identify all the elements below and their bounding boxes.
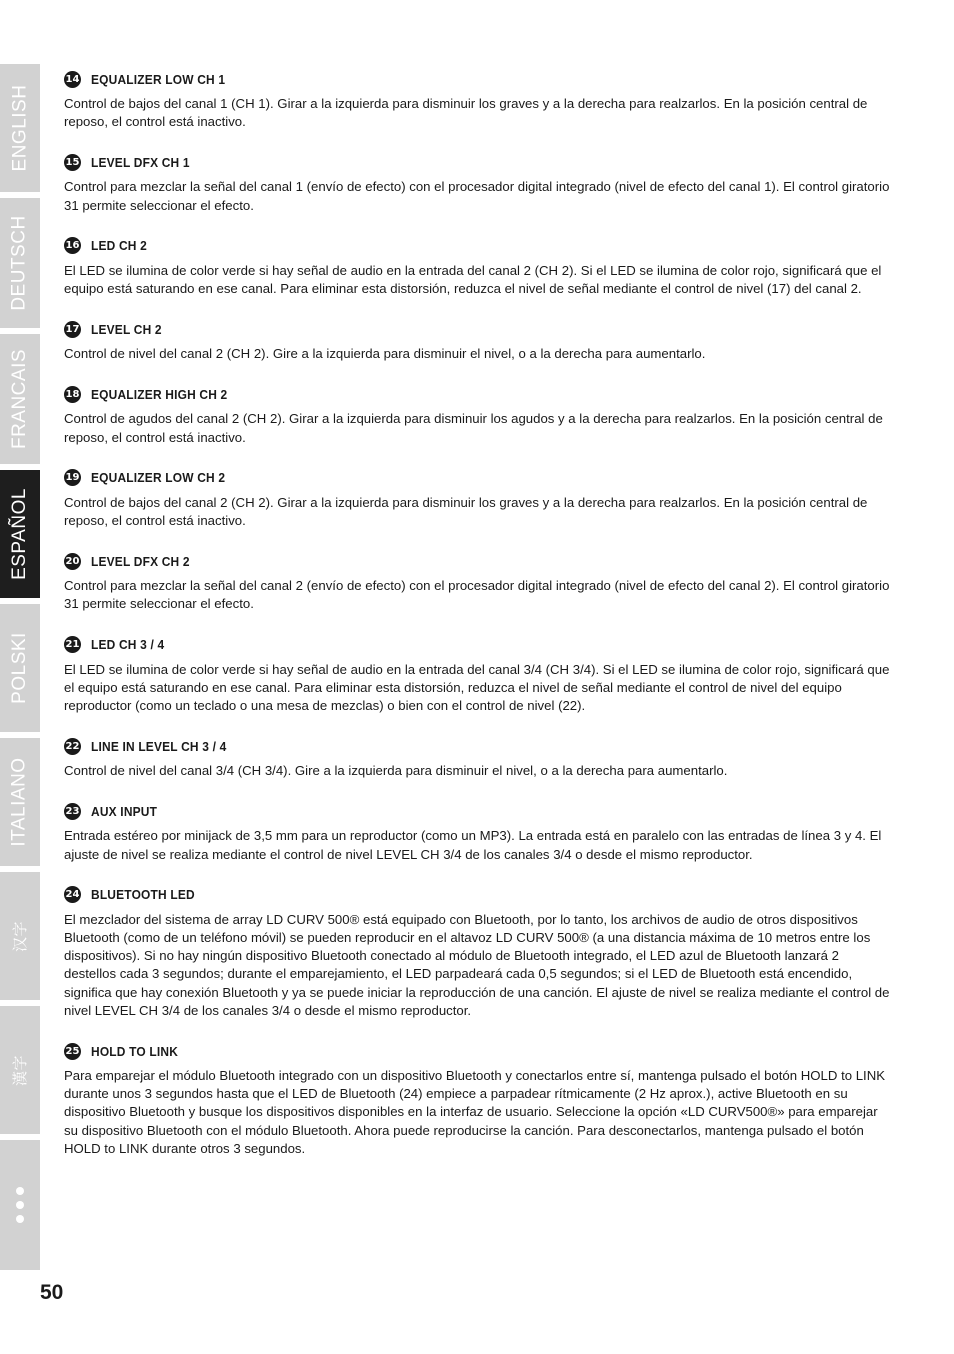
tab-label: 漢字 (12, 1054, 30, 1086)
section-text: Control de bajos del canal 2 (CH 2). Girar a la izquierda para disminuir los graves y a la derecha para realzarlos. En la posición central de reposo, el control está inactivo. (64, 494, 868, 529)
section-text: El LED se ilumina de color verde si hay señal de audio en la entrada del canal 2 (CH 2). Si el LED se ilumina de color rojo, significará que el equipo está saturando en ese canal. Para eliminar esta distorsión, reduzca el nivel de señal mediante el control de nivel (17) del canal 2. (64, 262, 882, 297)
section-title: BLUETOOTH LED (91, 887, 195, 903)
tab-label: 汉字 (12, 920, 30, 952)
item-number-badge: 14 (64, 71, 81, 88)
tab-label: POLSKI (9, 632, 30, 704)
tab-label: DEUTSCH (9, 215, 30, 311)
section-text: Control de agudos del canal 2 (CH 2). Girar a la izquierda para disminuir los agudos y a la derecha para realzarlos. En la posición central de reposo, el control está inactivo. (64, 411, 883, 445)
item-number-badge: 20 (64, 553, 81, 570)
tab-english[interactable] (0, 64, 40, 192)
section-level-dfx-ch1 (64, 151, 892, 214)
section-led-ch34 (64, 634, 892, 716)
tab-polski[interactable] (0, 604, 40, 732)
item-number-badge: 16 (64, 237, 81, 254)
item-number-badge: 18 (64, 386, 81, 403)
section-title: LED CH 3 / 4 (91, 637, 165, 653)
section-text: Control de bajos del canal 1 (CH 1). Girar a la izquierda para disminuir los graves y a la derecha para realzarlos. En la posición central de reposo, el control está inactivo. (64, 96, 868, 130)
section-text: El mezclador del sistema de array LD CURV 500® está equipado con Bluetooth, por lo tanto, los archivos de audio de otros dispositivos Bluetooth (como de un teléfono móvil) se pueden reproducir en el altavoz LD CURV 500® (a una distancia máxima de 10 metros entre los dispositivos). Si no hay ningún dispositivo Bluetooth conectado al módulo de Bluetooth integrado, el LED azul de Bluetooth lanzará 2 destellos cada 3 segundos; durante el emparejamiento, el LED parpadeará cada 0,5 segundos; si el LED de Bluetooth está encendido, significa que hay conexión Bluetooth y ya se puede iniciar la reproducción de una canción. El ajuste de nivel se realiza mediante el control de nivel LEVEL CH 3/4 de los canales 3/4 o desde el mismo reproductor. (64, 911, 890, 1018)
section-title: LEVEL CH 2 (91, 321, 162, 337)
tab-francais[interactable] (0, 334, 40, 464)
section-level-ch2 (64, 318, 892, 363)
tab-more[interactable] (0, 1140, 40, 1270)
item-number-badge: 17 (64, 321, 81, 338)
tab-label: ENGLISH (9, 84, 31, 172)
tab-italiano[interactable] (0, 738, 40, 866)
tab-deutsch[interactable] (0, 198, 40, 328)
section-title: EQUALIZER LOW CH 2 (91, 470, 226, 486)
item-number-badge: 22 (64, 738, 81, 755)
section-title: LED CH 2 (91, 238, 147, 254)
section-text: Entrada estéreo por minijack de 3,5 mm para un reproductor (como un MP3). La entrada está en paralelo con las entradas de línea 3 y 4. El ajuste de nivel se realiza mediante el control de nivel LEVEL CH 3/4 de los canales 3/4 o desde el mismo reproductor. (64, 828, 882, 862)
item-number-badge: 24 (64, 886, 81, 903)
section-text: Control de nivel del canal 3/4 (CH 3/4). Gire a la izquierda para disminuir el nivel, o a la derecha para aumentarlo. (64, 763, 728, 779)
section-title: LINE IN LEVEL CH 3 / 4 (91, 738, 227, 754)
tab-chinese-simplified[interactable] (0, 872, 40, 1000)
section-line-in-level-ch34 (64, 735, 892, 780)
section-equalizer-low-ch2 (64, 467, 892, 530)
item-number-badge: 25 (64, 1043, 81, 1060)
section-aux-input (64, 800, 892, 863)
section-equalizer-high-ch2 (64, 383, 892, 446)
section-title: HOLD TO LINK (91, 1043, 179, 1059)
section-hold-to-link (64, 1040, 892, 1158)
item-number-badge: 19 (64, 469, 81, 486)
section-text: Control para mezclar la señal del canal 2 (envío de efecto) con el procesador digital integrado (nivel de efecto del canal 2). El control giratorio 31 permite seleccionar el efecto. (64, 578, 890, 612)
section-title: LEVEL DFX CH 1 (91, 154, 190, 170)
item-number-badge: 23 (64, 803, 81, 820)
tab-label: ITALIANO (9, 757, 31, 847)
section-bluetooth-led (64, 884, 892, 1020)
item-number-badge: 21 (64, 636, 81, 653)
tab-chinese-traditional[interactable] (0, 1006, 40, 1134)
section-text: El LED se ilumina de color verde si hay señal de audio en la entrada del canal 3/4 (CH 3/4). Si el LED se ilumina de color rojo, significará que el equipo está saturando en ese canal. Para eliminar esta distorsión, reduzca el nivel de señal mediante el control de nivel del equipo reproductor (como un teclado o una mesa de mezclas) o bien con el control de nivel (22). (64, 661, 890, 714)
section-title: EQUALIZER HIGH CH 2 (91, 386, 228, 402)
ellipsis-vertical-icon (16, 1187, 24, 1223)
section-led-ch2 (64, 235, 892, 298)
page-number: 50 (40, 1281, 64, 1304)
section-equalizer-low-ch1 (64, 68, 892, 131)
tab-label: ESPAÑOL (9, 488, 31, 580)
section-title: AUX INPUT (91, 803, 158, 819)
section-text: Para emparejar el módulo Bluetooth integrado con un dispositivo Bluetooth y conectarlos entre sí, mantenga pulsado el botón HOLD to LINK durante unos 3 segundos hasta que el LED de Bluetooth (24) empiece a parpadear rítmicamente (2 Hz aprox.), active Bluetooth en su dispositivo Bluetooth y busque los dispositivos disponibles en la interfaz de usuario. Seleccione la opción «LD CURV500®» para emparejar su dispositivo Bluetooth con el módulo Bluetooth. Ahora puede reproducirse la canción. Para desconectarlos, mantenga pulsado el botón HOLD to LINK durante otros 3 segundos. (64, 1068, 886, 1156)
tab-label: FRANCAIS (9, 348, 31, 450)
section-level-dfx-ch2 (64, 550, 892, 613)
section-title: EQUALIZER LOW CH 1 (91, 71, 226, 87)
section-text: Control para mezclar la señal del canal 1 (envío de efecto) con el procesador digital integrado (nivel de efecto del canal 1). El control giratorio 31 permite seleccionar el efecto. (64, 179, 890, 213)
item-number-badge: 15 (64, 154, 81, 171)
tab-espanol[interactable] (0, 470, 40, 598)
document-content (64, 68, 892, 1178)
section-title: LEVEL DFX CH 2 (91, 553, 190, 569)
section-text: Control de nivel del canal 2 (CH 2). Gire a la izquierda para disminuir el nivel, o a la derecha para aumentarlo. (64, 346, 706, 362)
